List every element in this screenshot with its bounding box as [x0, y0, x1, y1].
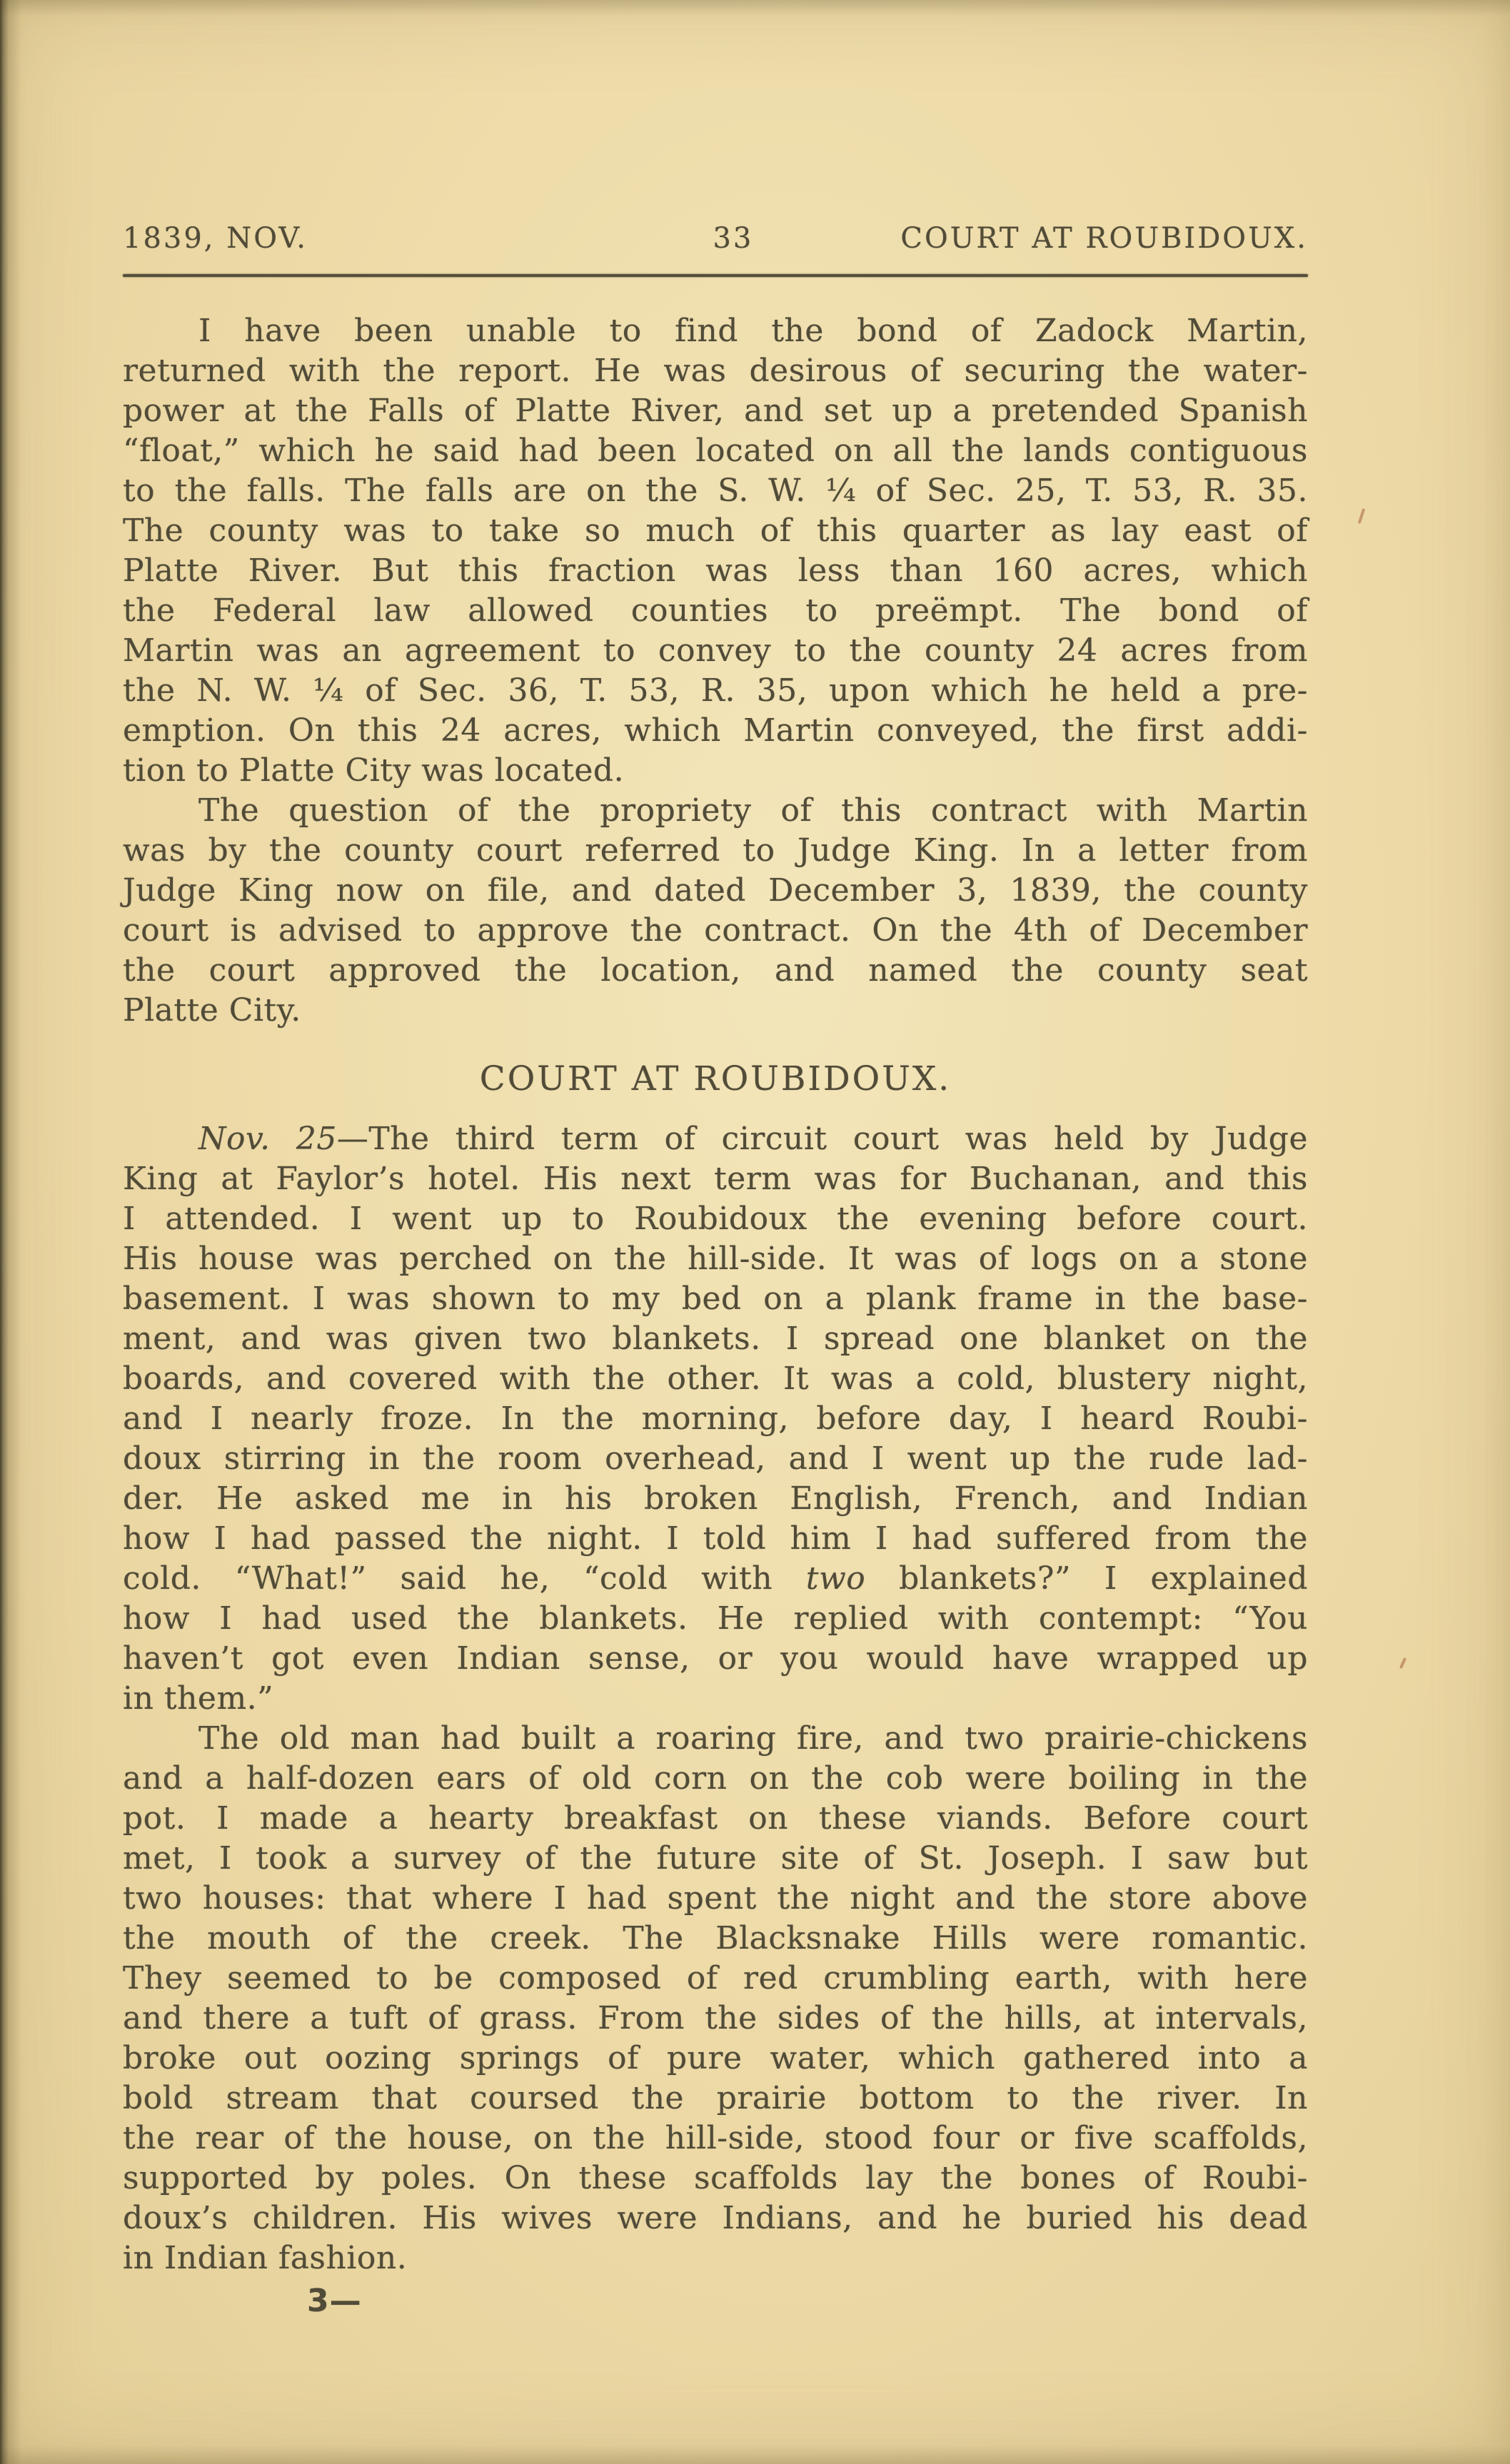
text-line: the mouth of the creek. The Blacksnake Hills were romantic.: [123, 1920, 1308, 1956]
signature-mark: 3—: [307, 2283, 362, 2319]
text-line: The question of the propriety of this contract with Martin: [198, 792, 1308, 829]
paragraph: [123, 791, 1308, 1031]
text-line: doux’s children. His wives were Indians, and he buried his dead: [123, 2200, 1308, 2236]
paragraph: [123, 1719, 1308, 2278]
text-line: der. He asked me in his broken English, French, and Indian: [123, 1480, 1308, 1517]
text-line: haven’t got even Indian sense, or you would have wrapped up: [123, 1640, 1308, 1677]
page-number: 33: [713, 222, 754, 255]
text-line: and I nearly froze. In the morning, before day, I heard Roubi-: [123, 1400, 1308, 1437]
text-line: how I had passed the night. I told him I had suffered from the: [123, 1520, 1308, 1557]
text-line: The county was to take so much of this quarter as lay east of: [123, 513, 1308, 549]
text-line: in Indian fashion.: [123, 2240, 408, 2276]
text-line: how I had used the blankets. He replied with contempt: “You: [123, 1600, 1308, 1637]
text-line: power at the Falls of Platte River, and set up a pretended Spanish: [123, 393, 1308, 429]
text-line: in them.”: [123, 1680, 274, 1717]
text-line: bold stream that coursed the prairie bottom to the river. In: [123, 2080, 1308, 2116]
text-line: “float,” which he said had been located on all the lands contiguous: [123, 433, 1308, 469]
body-blocks: [123, 311, 1308, 2278]
text-line: The old man had built a roaring fire, and two prairie-chickens: [198, 1720, 1308, 1757]
text-line: supported by poles. On these scaffolds lay the bones of Roubi-: [123, 2160, 1308, 2196]
text-line: emption. On this 24 acres, which Martin conveyed, the first addi-: [123, 712, 1308, 749]
section-heading: COURT AT ROUBIDOUX.: [479, 1059, 952, 1099]
text-line: doux stirring in the room overhead, and I went up the rude lad-: [123, 1440, 1308, 1477]
text-line: the rear of the house, on the hill-side, stood four or five scaffolds,: [123, 2120, 1308, 2156]
text-line: cold. “What!” said he, “cold with two blankets?” I explained: [123, 1560, 1308, 1597]
text-line: pot. I made a hearty breakfast on these viands. Before court: [123, 1800, 1308, 1837]
header-running-title: COURT AT ROUBIDOUX.: [900, 222, 1308, 255]
text-line: Platte River. But this fraction was less than 160 acres, which: [123, 552, 1308, 589]
text-line: and there a tuft of grass. From the sides of the hills, at intervals,: [123, 2000, 1308, 2036]
text-line: the Federal law allowed counties to preëmpt. The bond of: [123, 592, 1308, 629]
text-line: Judge King now on file, and dated December 3, 1839, the county: [123, 872, 1308, 909]
paper-mark: [1358, 508, 1366, 524]
text-line: They seemed to be composed of red crumbling earth, with here: [123, 1960, 1308, 1996]
text-line: two houses: that where I had spent the night and the store above: [123, 1880, 1308, 1917]
text-line: basement. I was shown to my bed on a plank frame in the base-: [123, 1281, 1308, 1317]
page-body: [123, 311, 1308, 2321]
text-line: Platte City.: [123, 992, 301, 1029]
text-line: ment, and was given two blankets. I spread one blanket on the: [123, 1321, 1308, 1357]
text-line: to the falls. The falls are on the S. W. ¼ of Sec. 25, T. 53, R. 35.: [123, 473, 1308, 509]
text-line: the N. W. ¼ of Sec. 36, T. 53, R. 35, upon which he held a pre-: [123, 672, 1308, 709]
text-line: Martin was an agreement to convey to the county 24 acres from: [123, 632, 1308, 669]
text-line: King at Faylor’s hotel. His next term was for Buchanan, and this: [123, 1161, 1308, 1197]
paragraph: [123, 1119, 1308, 1719]
text-line: was by the county court referred to Judge King. In a letter from: [123, 832, 1308, 869]
text-line: met, I took a survey of the future site of St. Joseph. I saw but: [123, 1840, 1308, 1877]
header-rule: [123, 274, 1308, 277]
text-line: I have been unable to find the bond of Zadock Martin,: [198, 313, 1308, 349]
text-line: His house was perched on the hill-side. It was of logs on a stone: [123, 1241, 1308, 1277]
text-line: court is advised to approve the contract. On the 4th of December: [123, 912, 1308, 949]
text-line: boards, and covered with the other. It was a cold, blustery night,: [123, 1360, 1308, 1397]
text-line: tion to Platte City was located.: [123, 752, 625, 789]
text-line: I attended. I went up to Roubidoux the evening before court.: [123, 1201, 1308, 1237]
running-header: [123, 223, 1308, 254]
text-line: broke out oozing springs of pure water, which gathered into a: [123, 2040, 1308, 2076]
text-line: Nov. 25—The third term of circuit court was held by Judge: [198, 1121, 1308, 1157]
paper-mark: [1399, 1657, 1406, 1669]
paragraph: [123, 311, 1308, 791]
text-line: returned with the report. He was desirous of securing the water-: [123, 353, 1308, 389]
header-date: 1839, NOV.: [123, 222, 308, 255]
text-line: the court approved the location, and named the county seat: [123, 952, 1308, 989]
text-line: and a half-dozen ears of old corn on the cob were boiling in the: [123, 1760, 1308, 1797]
